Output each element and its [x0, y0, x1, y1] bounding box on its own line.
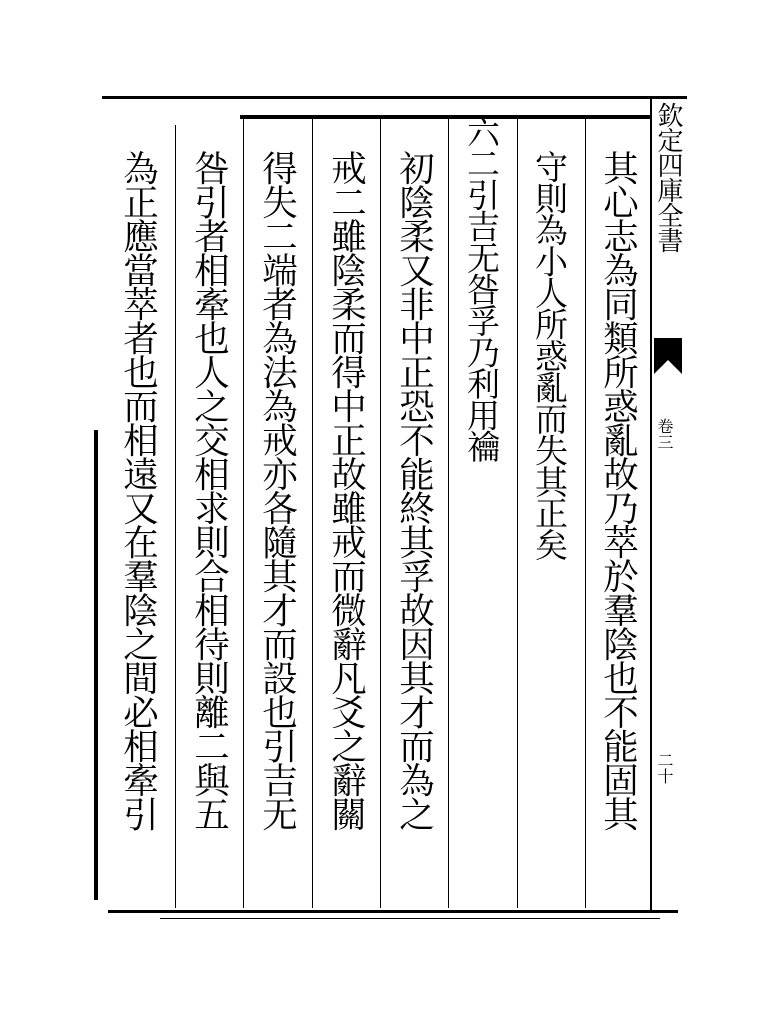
top-border-inner [240, 115, 650, 119]
text-column-2: 守則為小人所惑亂而失其正矣 [530, 150, 569, 560]
left-border [94, 430, 98, 900]
text-column-8: 為正應當萃者也而相遠又在羣陰之間必相牽引 [117, 150, 159, 830]
column-rule-6 [243, 118, 244, 908]
text-column-5: 戒二雖陰柔而得中正故雖戒而微辭凡爻之辭關 [325, 150, 367, 830]
fish-tail-icon [652, 336, 684, 376]
column-rule-3 [448, 118, 449, 908]
bottom-border-inner [160, 918, 660, 919]
text-column-1: 其心志為同類所惑亂故乃萃於羣陰也不能固其 [597, 150, 639, 830]
text-column-7: 咎引者相牽也人之交相求則合相待則離二與五 [188, 150, 230, 830]
text-column-3: 六二引吉无咎孚乃利用禴 [462, 115, 501, 462]
top-border [102, 96, 687, 99]
text-column-4: 初陰柔又非中正恐不能終其孚故因其才而為之 [393, 150, 435, 830]
column-rule-7 [175, 125, 176, 908]
bottom-border [108, 910, 678, 913]
volume-label: 卷三 [655, 418, 674, 450]
margin-rule [650, 98, 652, 910]
column-rule-1 [585, 118, 586, 908]
text-column-6: 得失二端者為法為戒亦各隨其才而設也引吉无 [256, 150, 298, 830]
column-rule-2 [517, 118, 518, 908]
book-title: 欽定四庫全書 [653, 102, 683, 252]
column-rule-4 [380, 118, 381, 908]
page-number: 二十 [655, 752, 674, 784]
column-rule-5 [312, 118, 313, 908]
